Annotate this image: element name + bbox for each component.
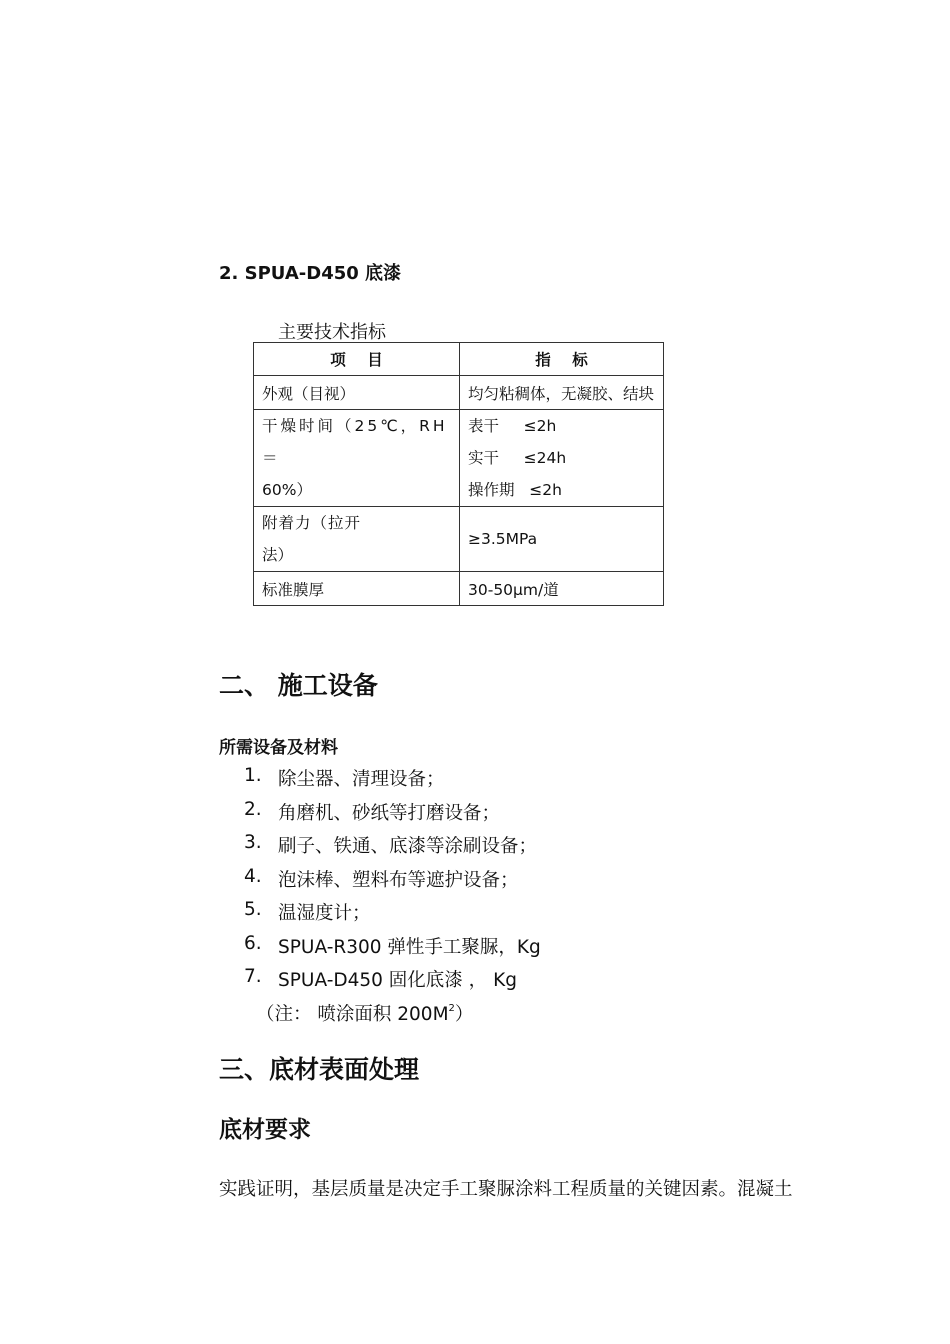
table-row (254, 572, 664, 606)
table-caption: 主要技术指标 (278, 322, 386, 343)
note-end: ） (454, 1004, 474, 1025)
table-cell-item-line: 法） (262, 546, 294, 564)
table-row (254, 376, 664, 410)
section-heading-primer: 2. SPUA-D450 底漆 (219, 263, 402, 284)
table-cell-value: ≥3.5MPa (460, 507, 664, 572)
list-item (0, 933, 950, 959)
list-number: 7. (244, 966, 262, 987)
list-text: 泡沫棒、塑料布等遮护设备； (278, 870, 519, 891)
table-cell-item-line: 60%） (262, 481, 312, 499)
list-item (0, 966, 950, 992)
subheading-materials: 所需设备及材料 (219, 738, 338, 758)
table-cell-item: 标准膜厚 (254, 572, 460, 606)
table-cell-value-line: 操作期 ≤2h (468, 481, 562, 499)
list-number: 4. (244, 866, 262, 887)
table-cell-item-line: 附着力（拉开 (262, 514, 362, 532)
list-item (0, 832, 950, 858)
note-superscript: 2 (448, 1003, 455, 1014)
list-text: 角磨机、砂纸等打磨设备； (278, 803, 501, 824)
list-text: 除尘器、清理设备； (278, 769, 445, 790)
table-cell-value-line: 表干 ≤2h (468, 417, 557, 435)
table-cell-value: 30-50μm/道 (460, 572, 664, 606)
table-cell-item (254, 507, 460, 572)
body-paragraph: 实践证明，基层质量是决定手工聚脲涂料工程质量的关键因素。混凝土 (219, 1179, 793, 1200)
list-text: 温湿度计； (278, 903, 371, 924)
note (256, 1000, 473, 1026)
table-header-row (254, 343, 664, 376)
section-heading-substrate: 三、底材表面处理 (219, 1055, 420, 1084)
table-header-value: 指 标 (460, 343, 664, 376)
list-number: 5. (244, 899, 262, 920)
list-item (0, 866, 950, 892)
list-item (0, 765, 950, 791)
list-text: SPUA-R300 弹性手工聚脲，Kg (278, 937, 541, 958)
list-item (0, 899, 950, 925)
list-text: 刷子、铁通、底漆等涂刷设备； (278, 836, 538, 857)
subheading-requirements: 底材要求 (219, 1117, 311, 1143)
list-number: 3. (244, 832, 262, 853)
table-cell-item-line: 干燥时间（25℃，RH＝ (262, 417, 448, 467)
list-number: 2. (244, 799, 262, 820)
table-cell-value: 均匀粘稠体，无凝胶、结块 (460, 376, 664, 410)
spec-table (253, 342, 664, 606)
list-number: 1. (244, 765, 262, 786)
table-cell-value (460, 410, 664, 507)
list-text: SPUA-D450 固化底漆 ， Kg (278, 970, 517, 991)
list-number: 6. (244, 933, 262, 954)
table-cell-value-line: 实干 ≤24h (468, 449, 567, 467)
table-row (254, 507, 664, 572)
table-cell-item (254, 410, 460, 507)
section-heading-equipment: 二、 施工设备 (219, 671, 378, 700)
list-item (0, 799, 950, 825)
table-row (254, 410, 664, 507)
table-header-item: 项 目 (254, 343, 460, 376)
note-text: （注： 喷涂面积 200M (256, 1004, 449, 1025)
table-cell-item: 外观（目视） (254, 376, 460, 410)
